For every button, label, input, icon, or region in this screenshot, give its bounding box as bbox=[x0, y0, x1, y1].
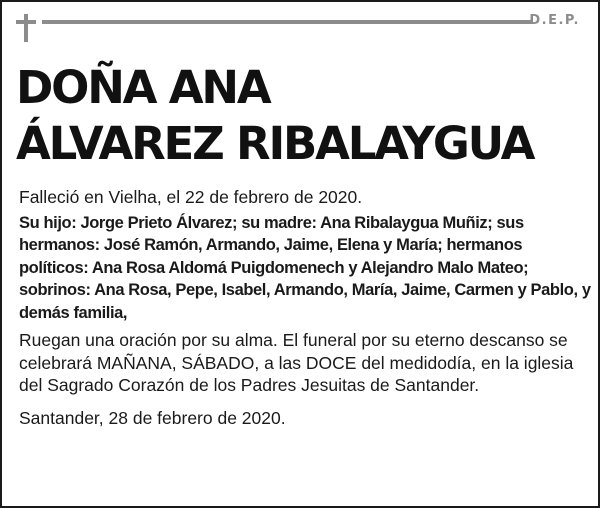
deceased-name bbox=[16, 60, 596, 172]
deceased-name-line2: ÁLVAREZ RIBALAYGUA bbox=[16, 117, 534, 170]
family-list: Su hijo: Jorge Prieto Álvarez; su madre: Ana Ribalaygua Muñiz; sus hermanos: José Ramón, Armando, Jaime, Elena y María; hermanos políticos: Ana Rosa Aldomá Puigdomenech y Alejandro Malo Mateo; sobrinos: Ana Rosa, Pepe, Isabel, Armando, María, Jaime, Carmen y Pablo, y demás familia, bbox=[19, 213, 591, 322]
cross-icon bbox=[16, 14, 36, 42]
obituary-body bbox=[19, 186, 594, 429]
cross-vertical-bar bbox=[24, 14, 28, 42]
dep-label: D.E.P. bbox=[529, 13, 580, 28]
cross-horizontal-bar bbox=[16, 20, 36, 24]
deceased-name-line1: DOÑA ANA bbox=[16, 61, 270, 114]
header-rule bbox=[42, 20, 533, 24]
ceremony-details: Ruegan una oración por su alma. El funeral por su eterno descanso se celebrará MAÑANA, SÁBADO, a las DOCE del medidodía, en la iglesia del Sagrado Corazón de los Padres Jesuitas de Santander. bbox=[19, 330, 574, 395]
death-notice: Falleció en Vielha, el 22 de febrero de 2020. bbox=[19, 187, 363, 207]
signoff: Santander, 28 de febrero de 2020. bbox=[19, 407, 286, 428]
